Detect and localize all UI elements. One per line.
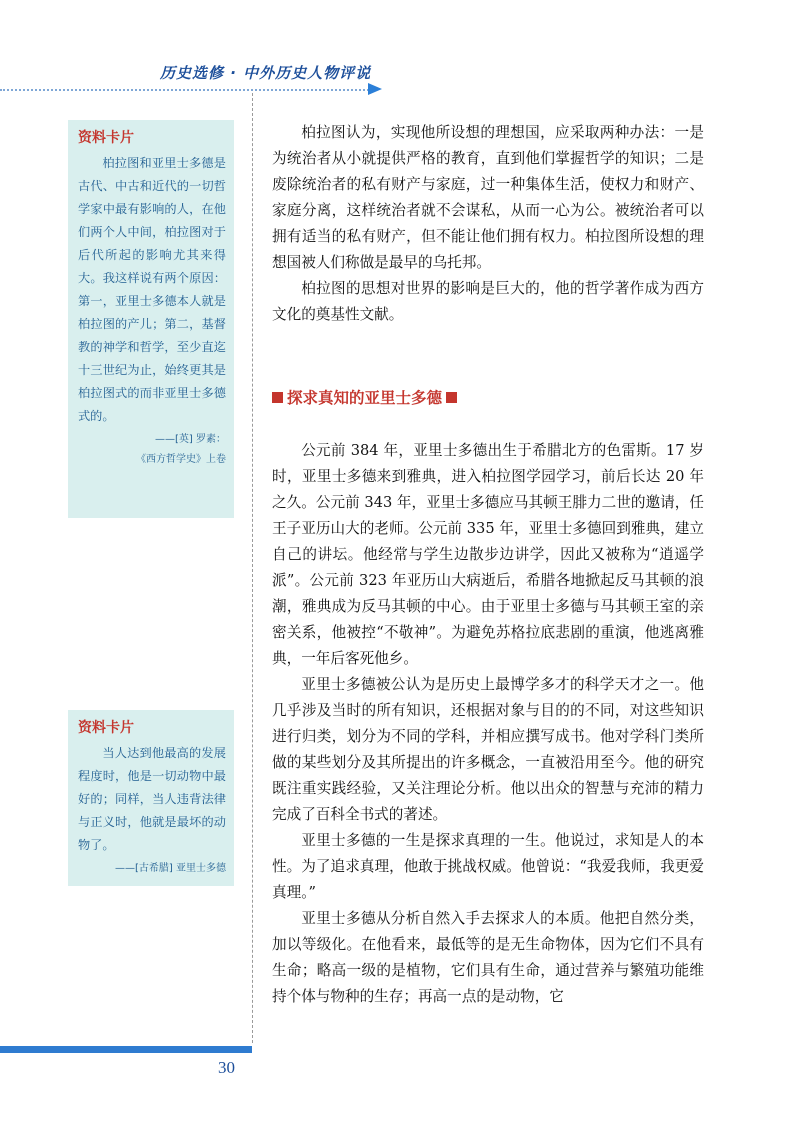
heading-square-icon <box>446 392 457 403</box>
info-card-source: ——[古希腊] 亚里士多德 <box>115 863 226 874</box>
paragraph-aristotle-truth: 亚里士多德的一生是探求真理的一生。他说过，求知是人的本性。为了追求真理，他敢于挑战权威。他曾说：“我爱我师，我更爱真理。” <box>272 832 704 901</box>
info-card-title: 资料卡片 <box>78 130 134 146</box>
section-heading <box>272 386 704 410</box>
header-dotted-rule <box>0 89 372 91</box>
heading-square-icon <box>272 392 283 403</box>
info-card-title: 资料卡片 <box>78 720 134 736</box>
paragraph-plato-ideal-state: 柏拉图认为，实现他所设想的理想国，应采取两种办法：一是为统治者从小就提供严格的教育，直到他们掌握哲学的知识；二是废除统治者的私有财产与家庭，过一种集体生活，使权力和财产、家庭分离，这样统治者就不会谋私，从而一心为公。被统治者可以拥有适当的私有财产，但不能让他们拥有权力。柏拉图所设想的理想国被人们称做是最早的乌托邦。 <box>272 124 704 271</box>
column-divider <box>252 93 253 1043</box>
info-card-russell <box>68 120 234 518</box>
header-arrow-icon <box>368 83 382 95</box>
paragraph-aristotle-knowledge: 亚里士多德被公认为是历史上最博学多才的科学天才之一。他几乎涉及当时的所有知识，还根据对象与目的的不同，对这些知识进行归类，划分为不同的学科，并相应撰写成书。他对学科门类所做的某些划分及其所提出的许多概念，一直被沿用至今。他的研究既注重实践经验，又关注理论分析。他以出众的智慧与充沛的精力完成了百科全书式的著述。 <box>272 676 704 823</box>
section-heading-text: 探求真知的亚里士多德 <box>287 389 443 407</box>
paragraph-plato-influence: 柏拉图的思想对世界的影响是巨大的，他的哲学著作成为西方文化的奠基性文献。 <box>272 280 704 323</box>
info-card-body: 当人达到他最高的发展程度时，他是一切动物中最好的；同样，当人违背法律与正义时，他就是最坏的动物了。 <box>78 746 226 852</box>
info-card-source-author: ——[英] 罗素： <box>155 434 226 445</box>
footer-accent-bar <box>0 1046 252 1053</box>
info-card-source-book: 《西方哲学史》上卷 <box>136 454 226 465</box>
paragraph-aristotle-nature: 亚里士多德从分析自然入手去探求人的本质。他把自然分类，加以等级化。在他看来，最低等的是无生命物体，因为它们不具有生命；略高一级的是植物，它们具有生命，通过营养与繁殖功能维持个体与物种的生存；再高一点的是动物，它 <box>272 910 704 1005</box>
info-card-body: 柏拉图和亚里士多德是古代、中古和近代的一切哲学家中最有影响的人，在他们两个人中间，柏拉图对于后代所起的影响尤其来得大。我这样说有两个原因：第一，亚里士多德本人就是柏拉图的产儿；第二，基督教的神学和哲学，至少直迄十三世纪为止，始终更其是柏拉图式的而非亚里士多德式的。 <box>78 156 226 423</box>
running-header-title: 历史选修 · 中外历史人物评说 <box>160 64 372 82</box>
main-text-column <box>272 120 704 1010</box>
page-number: 30 <box>218 1058 235 1077</box>
paragraph-aristotle-life: 公元前 384 年，亚里士多德出生于希腊北方的色雷斯。17 岁时，亚里士多德来到雅典，进入柏拉图学园学习，前后长达 20 年之久。公元前 343 年，亚里士多德应马其顿王腓力二世的邀请，任王子亚历山大的老师。公元前 335 年，亚里士多德回到雅典，建立自己的讲坛。他经常与学生边散步边讲学，因此又被称为“逍遥学派”。公元前 323 年亚历山大病逝后，希腊各地掀起反马其顿的浪潮，雅典成为反马其顿的中心。由于亚里士多德与马其顿王室的亲密关系，他被控“不敬神”。为避免苏格拉底悲剧的重演，他逃离雅典，一年后客死他乡。 <box>272 442 704 667</box>
info-card-aristotle-quote <box>68 710 234 886</box>
